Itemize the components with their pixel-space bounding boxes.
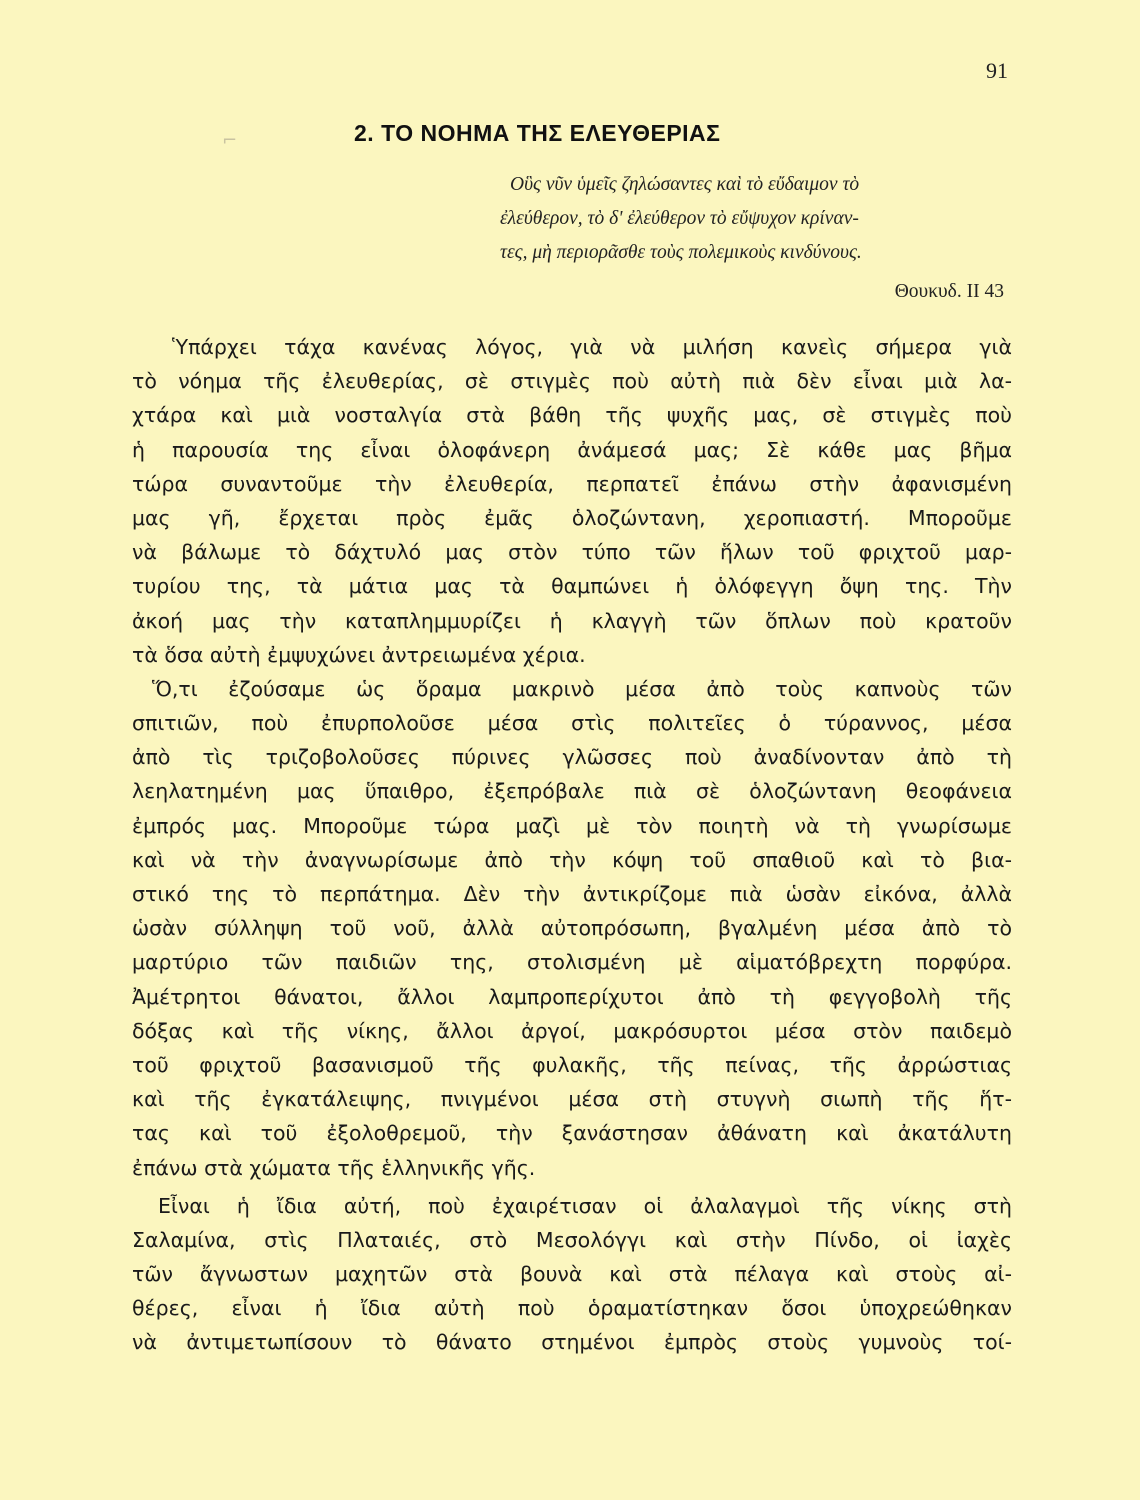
text-line: ἀκοή μας τὴν καταπλημμυρίζει ἡ κλαγγὴ τῶν ὅπλων ποὺ κρατοῦν — [132, 608, 1012, 633]
text-line: Εἶναι ἡ ἴδια αὐτή, ποὺ ἐχαιρέτισαν οἱ ἀλαλαγμοὶ τῆς νίκης στὴ — [158, 1193, 1012, 1218]
text-line: λεηλατημένη μας ὕπαιθρο, ἐξεπρόβαλε πιὰ σὲ ὁλοζώντανη θεοφάνεια — [132, 779, 1012, 804]
text-line: ἐπάνω στὰ χώματα τῆς ἑλληνικῆς γῆς. — [132, 1155, 536, 1180]
scan-smudge-icon: ⌐ — [222, 130, 238, 151]
text-line: στικό της τὸ περπάτημα. Δὲν τὴν ἀντικρίζομε πιὰ ὡσὰν εἰκόνα, ἀλλὰ — [132, 882, 1012, 906]
body-text — [132, 330, 1012, 1360]
text-line: Ἀμέτρητοι θάνατοι, ἄλλοι λαμπροπερίχυτοι ἀπὸ τὴ φεγγοβολὴ τῆς — [132, 984, 1012, 1009]
text-line: ἡ παρουσία της εἶναι ὁλοφάνερη ἀνάμεσά μας; Σὲ κάθε μας βῆμα — [132, 437, 1012, 462]
text-line: μαρτύριο τῶν παιδιῶν της, στολισμένη μὲ αἱματόβρεχτη πορφύρα. — [132, 950, 1012, 975]
text-line: τας καὶ τοῦ ἐξολοθρεμοῦ, τὴν ξανάστησαν ἀθάνατη καὶ ἀκατάλυτη — [132, 1121, 1012, 1146]
text-line: δόξας καὶ τῆς νίκης, ἄλλοι ἀργοί, μακρόσυρτοι μέσα στὸν παιδεμὸ — [132, 1018, 1012, 1043]
epigraph-line: τες, μὴ περιορᾶσθε τοὺς πολεμικοὺς κινδύνους. — [500, 242, 862, 263]
text-line: ἐμπρός μας. Μποροῦμε τώρα μαζὶ μὲ τὸν ποιητὴ νὰ τὴ γνωρίσωμε — [132, 813, 1012, 838]
text-line: τυρίου της, τὰ μάτια μας τὰ θαμπώνει ἡ ὁλόφεγγη ὄψη της. Τὴν — [132, 574, 1012, 599]
text-line: μας γῆ, ἔρχεται πρὸς ἐμᾶς ὁλοζώντανη, χεροπιαστή. Μποροῦμε — [132, 505, 1012, 530]
text-line: τὸ νόημα τῆς ἐλευθερίας, σὲ στιγμὲς ποὺ αὐτὴ πιὰ δὲν εἶναι μιὰ λα- — [132, 369, 1012, 394]
text-line: νὰ βάλωμε τὸ δάχτυλό μας στὸν τύπο τῶν ἥλων τοῦ φριχτοῦ μαρ- — [132, 540, 1012, 565]
text-line: χτάρα καὶ μιὰ νοσταλγία στὰ βάθη τῆς ψυχῆς μας, σὲ στιγμὲς ποὺ — [132, 403, 1012, 428]
text-line: τώρα συναντοῦμε τὴν ἐλευθερία, περπατεῖ ἐπάνω στὴν ἀφανισμένη — [132, 471, 1012, 496]
text-line: τὰ ὅσα αὐτὴ ἐμψυχώνει ἀντρειωμένα χέρια. — [132, 642, 586, 667]
text-line: ἀπὸ τὶς τριζοβολοῦσες πύρινες γλῶσσες ποὺ ἀναδίνονταν ἀπὸ τὴ — [132, 745, 1012, 770]
page-number: 91 — [986, 58, 1008, 83]
text-line: σπιτιῶν, ποὺ ἐπυρπολοῦσε μέσα στὶς πολιτεῖες ὁ τύραννος, μέσα — [132, 711, 1012, 736]
text-line: τῶν ἄγνωστων μαχητῶν στὰ βουνὰ καὶ στὰ πέλαγα καὶ στοὺς αἰ- — [132, 1262, 1012, 1287]
text-line: Ὑπάρχει τάχα κανένας λόγος, γιὰ νὰ μιλήση κανεὶς σήμερα γιὰ — [172, 335, 1012, 359]
epigraph — [500, 168, 1020, 270]
epigraph-line: Οὓς νῦν ὑμεῖς ζηλώσαντες καὶ τὸ εὔδαιμον τὸ — [510, 174, 860, 195]
paragraph — [132, 330, 1012, 672]
epigraph-line: ἐλεύθερον, τὸ δ' ἐλεύθερον τὸ εὔψυχον κρίναν- — [500, 208, 859, 229]
text-line: ὡσὰν σύλληψη τοῦ νοῦ, ἀλλὰ αὐτοπρόσωπη, βγαλμένη μέσα ἀπὸ τὸ — [132, 916, 1012, 941]
paragraph — [132, 1189, 1012, 1360]
paragraph — [132, 672, 1012, 1185]
epigraph-citation: Θουκυδ. ΙΙ 43 — [894, 281, 1004, 302]
text-line: Σαλαμίνα, στὶς Πλαταιές, στὸ Μεσολόγγι καὶ στὴν Πίνδο, οἱ ἰαχὲς — [132, 1227, 1012, 1252]
chapter-title: 2. ΤΟ ΝΟΗΜΑ ΤΗΣ ΕΛΕΥΘΕΡΙΑΣ — [354, 120, 721, 146]
text-line: καὶ νὰ τὴν ἀναγνωρίσωμε ἀπὸ τὴν κόψη τοῦ σπαθιοῦ καὶ τὸ βια- — [132, 847, 1012, 872]
text-line: τοῦ φριχτοῦ βασανισμοῦ τῆς φυλακῆς, τῆς πείνας, τῆς ἀρρώστιας — [132, 1052, 1012, 1077]
text-line: καὶ τῆς ἐγκατάλειψης, πνιγμένοι μέσα στὴ στυγνὴ σιωπὴ τῆς ἥτ- — [132, 1087, 1012, 1112]
text-line: θέρες, εἶναι ἡ ἴδια αὐτὴ ποὺ ὁραματίστηκαν ὅσοι ὑποχρεώθηκαν — [132, 1296, 1012, 1321]
text-line: Ὅ,τι ἐζούσαμε ὡς ὅραμα μακρινὸ μέσα ἀπὸ τοὺς καπνοὺς τῶν — [152, 676, 1012, 701]
text-line: νὰ ἀντιμετωπίσουν τὸ θάνατο στημένοι ἐμπρὸς στοὺς γυμνοὺς τοί- — [132, 1330, 1012, 1355]
